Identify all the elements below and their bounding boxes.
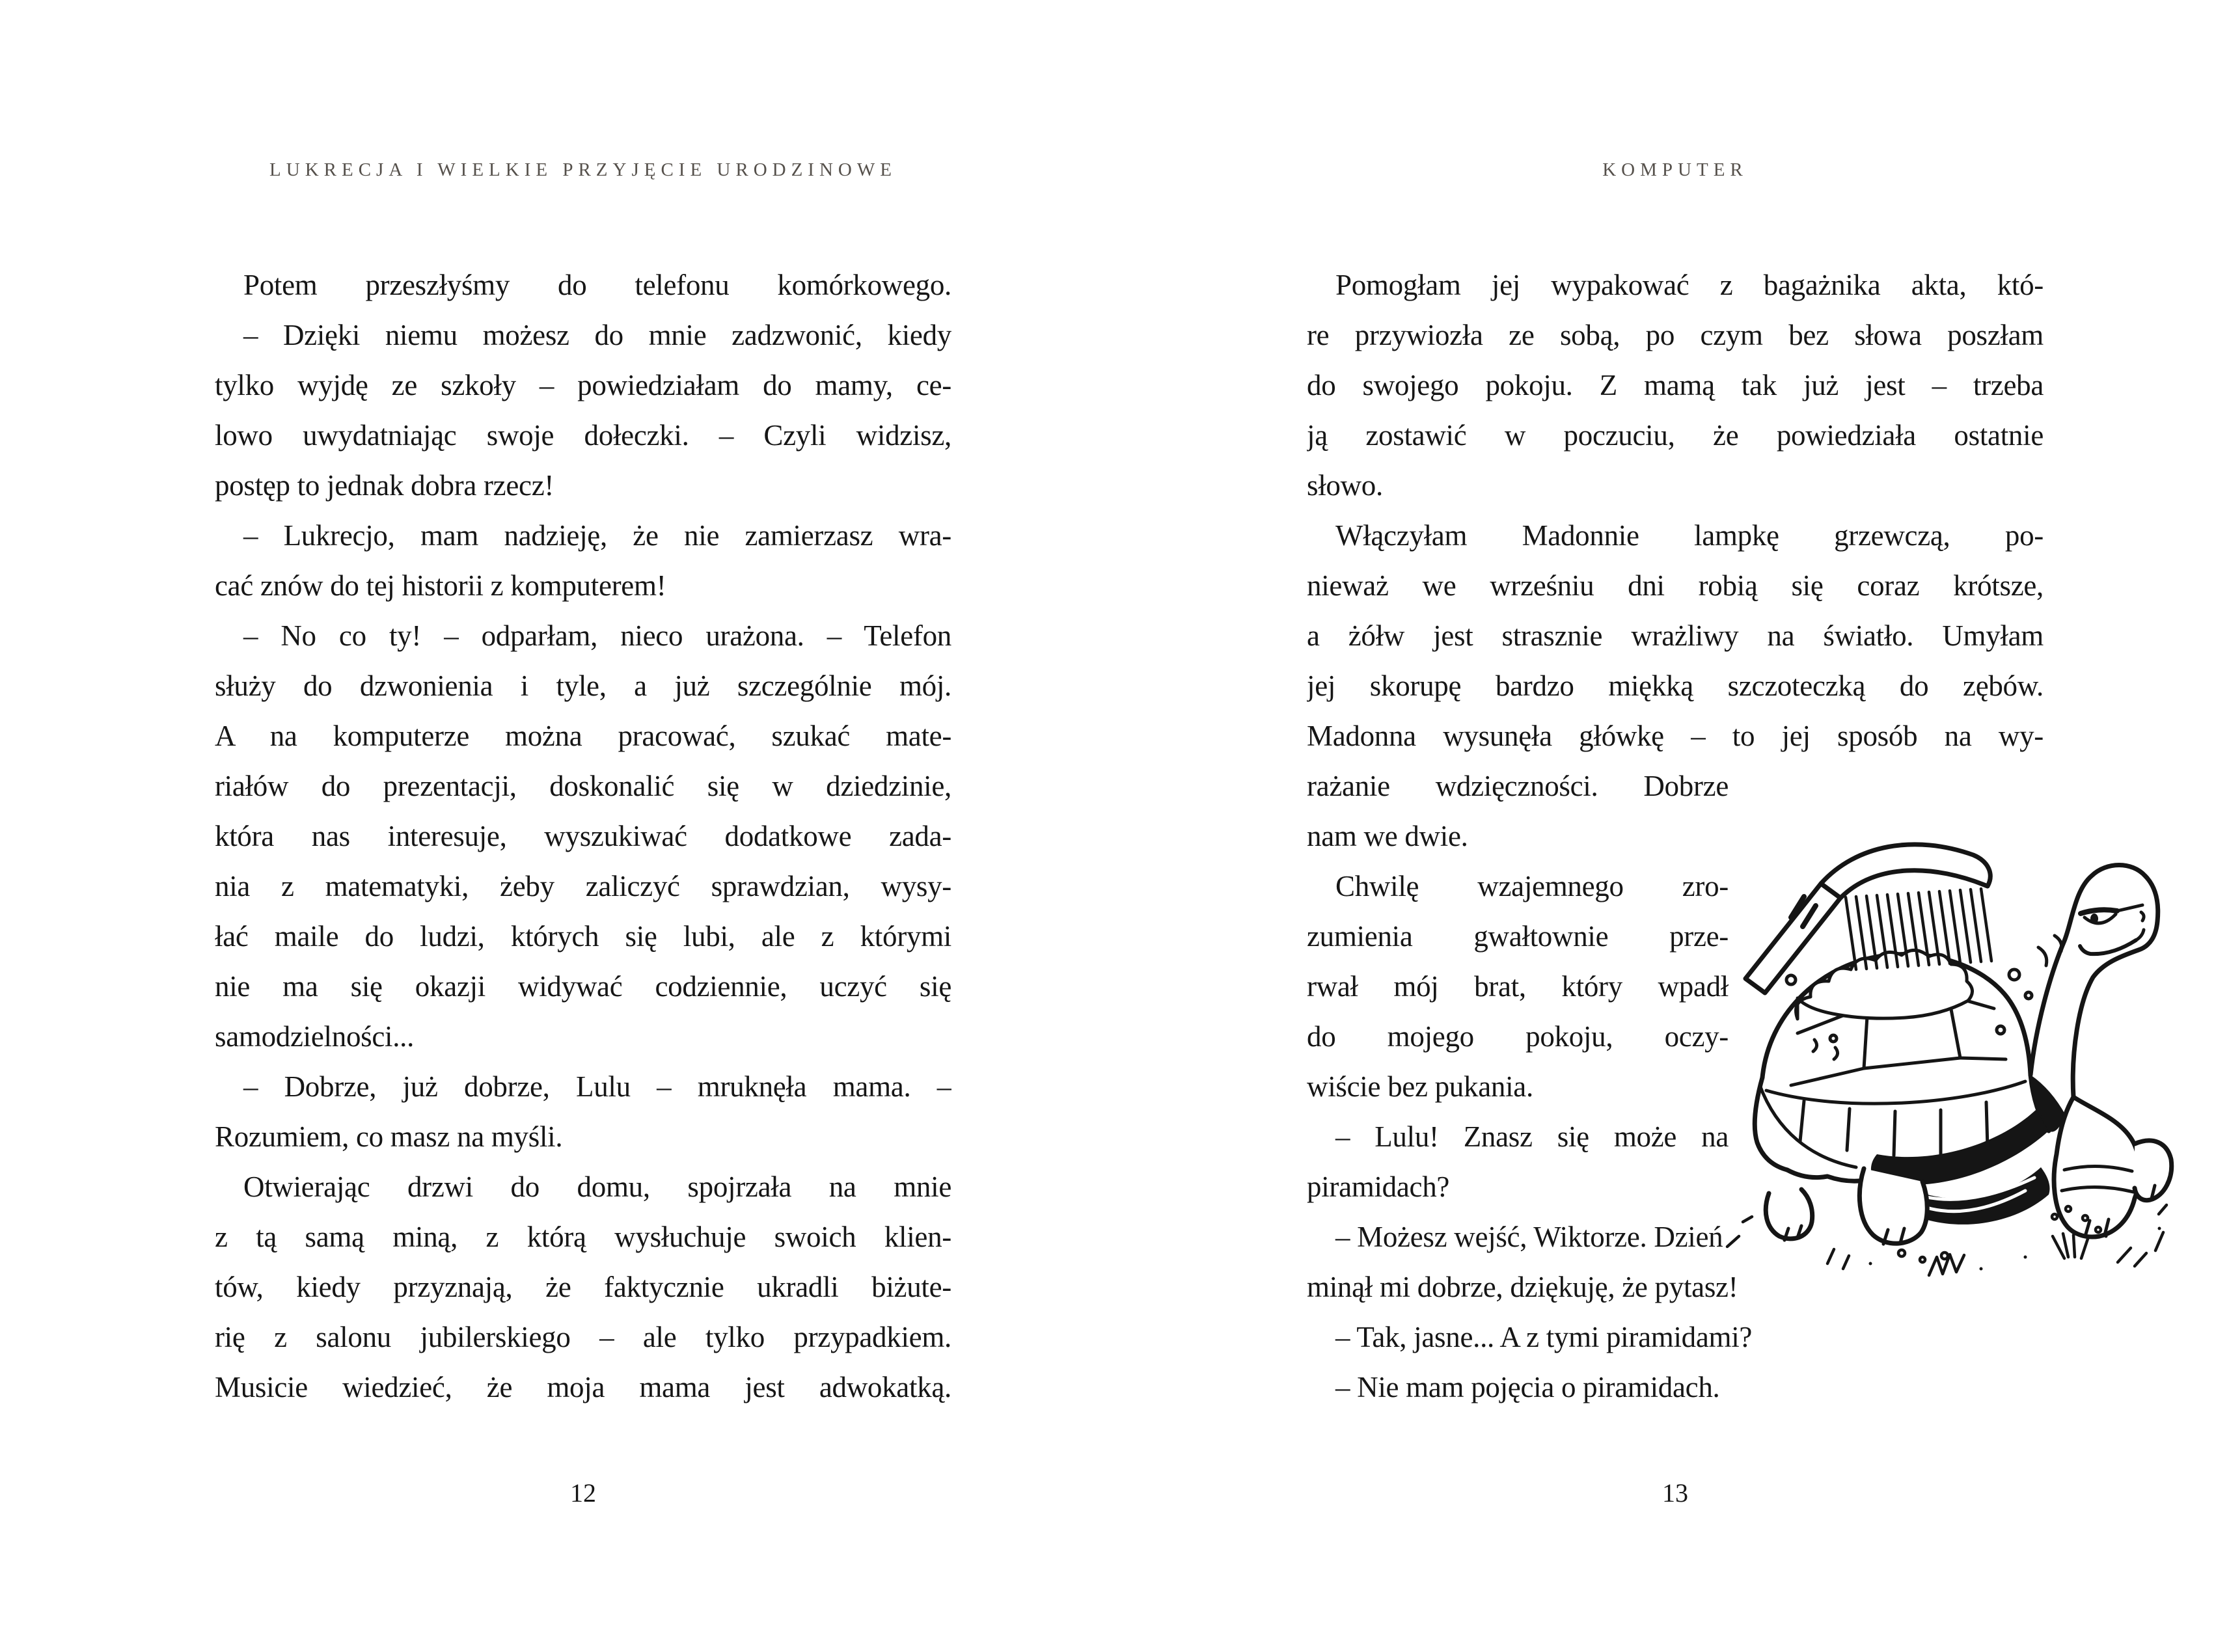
text-line: re przywiozła ze sobą, po czym bez słowa poszłam	[1307, 319, 2044, 351]
text-line: która nas interesuje, wyszukiwać dodatkowe zada-	[215, 820, 951, 852]
text-line: lowo uwydatniając swoje dołeczki. – Czyli widzisz,	[215, 419, 951, 452]
text-line: – Nie mam pojęcia o piramidach.	[1335, 1371, 1720, 1403]
text-line: Musicie wiedzieć, że moja mama jest adwokatką.	[215, 1371, 951, 1403]
text-line: – No co ty! – odparłam, nieco urażona. – Telefon	[243, 619, 951, 652]
text-line: nam we dwie.	[1307, 820, 1468, 852]
text-line: Rozumiem, co masz na myśli.	[215, 1120, 563, 1153]
text-line: – Lulu! Znasz się może na	[1335, 1120, 1729, 1153]
text-line: piramidach?	[1307, 1171, 1450, 1203]
text-line: a żółw jest strasznie wrażliwy na światło. Umyłam	[1307, 619, 2044, 652]
text-line: nieważ we wrześniu dni robią się coraz krótsze,	[1307, 569, 2044, 602]
text-line: służy do dzwonienia i tyle, a już szczególnie mój.	[215, 670, 951, 702]
text-line: – Tak, jasne... A z tymi piramidami?	[1335, 1321, 1753, 1353]
text-line: do mojego pokoju, oczy-	[1307, 1020, 1729, 1053]
text-line: minął mi dobrze, dziękuję, że pytasz!	[1307, 1271, 1738, 1303]
text-line: Pomogłam jej wypakować z bagażnika akta, któ-	[1335, 269, 2044, 301]
text-line: jej skorupę bardzo miękką szczoteczką do zębów.	[1307, 670, 2044, 702]
text-line: łać maile do ludzi, których się lubi, ale z którymi	[215, 920, 951, 953]
text-line: wiście bez pukania.	[1307, 1070, 1533, 1103]
text-line: do swojego pokoju. Z mamą tak już jest – trzeba	[1307, 369, 2044, 401]
text-line: – Możesz wejść, Wiktorze. Dzień	[1335, 1221, 1723, 1253]
text-line: rażanie wdzięczności. Dobrze	[1307, 770, 1729, 802]
text-line: samodzielności...	[215, 1020, 415, 1053]
text-line: – Dobrze, już dobrze, Lulu – mruknęła mama. –	[243, 1070, 951, 1103]
turtle-eye	[2090, 914, 2098, 924]
text-line: cać znów do tej historii z komputerem!	[215, 569, 666, 602]
soap-foam	[1786, 936, 2062, 1059]
text-line: riałów do prezentacji, doskonalić się w dziedzinie,	[215, 770, 951, 802]
text-line: tylko wyjdę ze szkoły – powiedziałam do mamy, ce-	[215, 369, 951, 401]
text-line: nie ma się okazji widywać codziennie, uczyć się	[215, 970, 951, 1003]
left-running-head: LUKRECJA I WIELKIE PRZYJĘCIE URODZINOWE	[269, 159, 897, 180]
left-text-column	[215, 260, 951, 1413]
text-line: nia z matematyki, żeby zaliczyć sprawdzian, wysy-	[215, 870, 951, 902]
text-line: zumienia gwałtownie prze-	[1307, 920, 1729, 953]
text-line: Włączyłam Madonnie lampkę grzewczą, po-	[1335, 519, 2044, 552]
text-line: ją zostawić w poczuciu, że powiedziała ostatnie	[1307, 419, 2044, 452]
text-line: słowo.	[1307, 469, 1383, 502]
text-line: Madonna wysunęła główkę – to jej sposób na wy-	[1307, 720, 2044, 752]
text-line: Potem przeszłyśmy do telefonu komórkowego.	[243, 269, 951, 301]
text-line: Otwierając drzwi do domu, spojrzała na mnie	[243, 1171, 951, 1203]
text-line: A na komputerze można pracować, szukać mate-	[215, 720, 951, 752]
text-line: – Lukrecjo, mam nadzieję, że nie zamierzasz wra-	[243, 519, 951, 552]
text-line: rwał mój brat, który wpadł	[1307, 970, 1729, 1003]
text-line: z tą samą miną, z którą wysłuchuje swoich klien-	[215, 1221, 951, 1253]
turtle-toothbrush-illustration	[1700, 779, 2175, 1300]
text-line: tów, kiedy przyznają, że faktycznie ukradli biżute-	[215, 1271, 951, 1303]
left-page-number: 12	[570, 1478, 596, 1508]
text-line: rię z salonu jubilerskiego – ale tylko przypadkiem.	[215, 1321, 951, 1353]
text-line: Chwilę wzajemnego zro-	[1335, 870, 1729, 902]
text-line: postęp to jednak dobra rzecz!	[215, 469, 554, 502]
right-running-head: KOMPUTER	[1602, 159, 1748, 180]
text-line: – Dzięki niemu możesz do mnie zadzwonić, kiedy	[243, 319, 951, 351]
right-page-number: 13	[1662, 1478, 1688, 1508]
